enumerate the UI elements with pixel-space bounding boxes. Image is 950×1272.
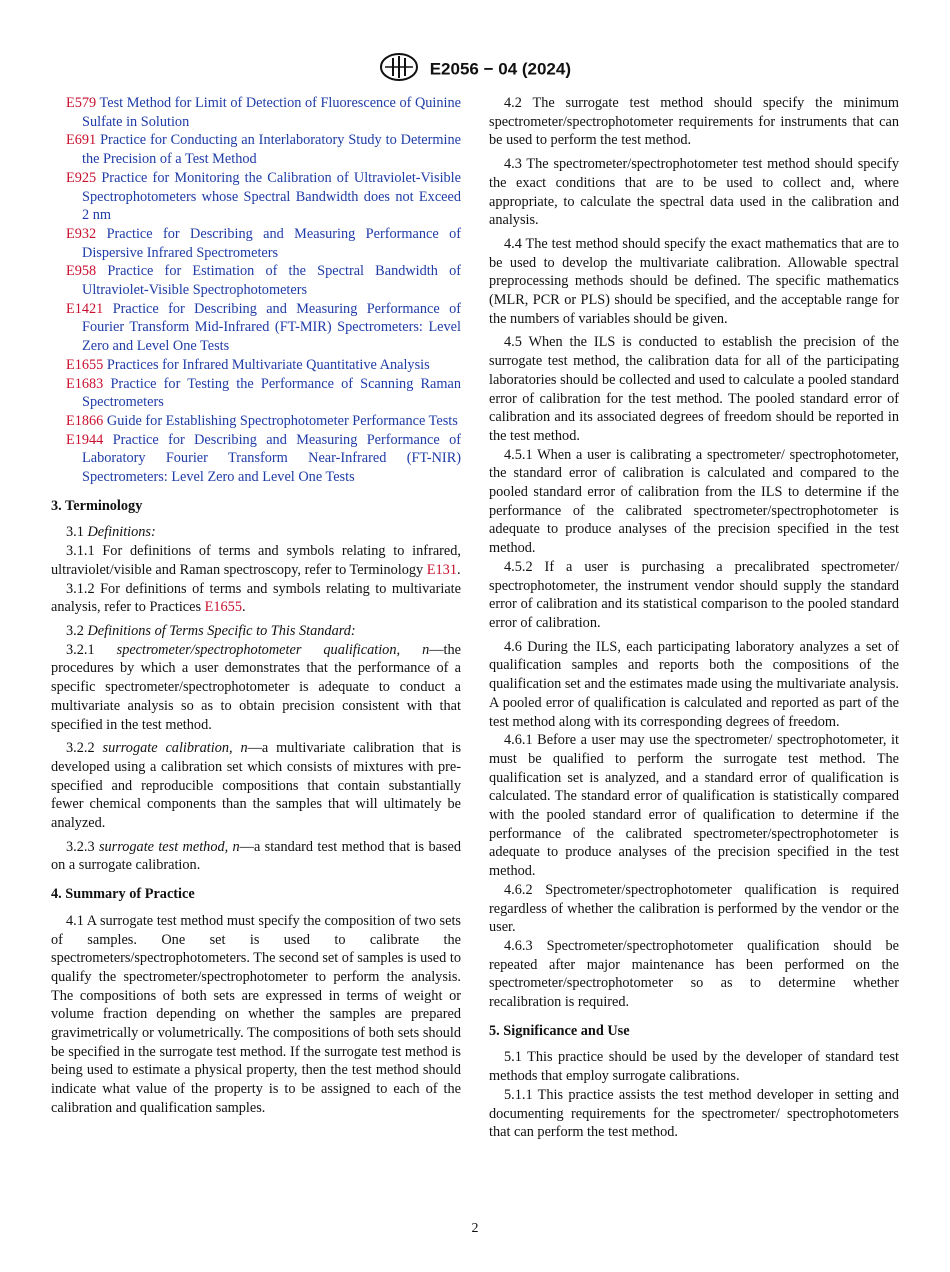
para-number: 3.2.3: [66, 838, 95, 855]
paragraph-3-2: [51, 622, 461, 641]
section-heading-significance: 5. Significance and Use: [489, 1022, 630, 1039]
para-text: .: [241, 599, 246, 616]
paragraph-5-1-1: 5.1.1 This practice assists the test method developer in setting and documenting requirements for the spectrometer/ spectrophotometers that can perform the test method.: [489, 1086, 899, 1141]
paragraph-3-1-1: [51, 542, 461, 579]
link-e131[interactable]: E131: [426, 561, 457, 578]
reference-item: [51, 300, 461, 356]
defined-term: surrogate calibration, n: [102, 740, 248, 757]
paragraph-4-1: 4.1 A surrogate test method must specify the composition of two sets of samples. One set is used to calibrate the spectrometers/spectrophotometers. The second set of samples is used to qualify the spectrometer/spectrophotometer to perform the analysis. The compositions of both sets are expressed in terms of weight or volume fraction depending on whether the samples are prepared gravimetrically or volumetrically. The compositions of both sets should be specified in the surrogate test method. If the surrogate test method is being used to estimate a physical property, then the test method should indicate what value of the property is to be assigned to each of the calibration and qualification samples.: [51, 912, 461, 1116]
reference-title[interactable]: Practice for Describing and Measuring Performance of Laboratory Fourier Transform Near-Infrared (FT-NIR) Spectrometers: Level Zero and Level One Tests: [82, 431, 461, 486]
reference-title[interactable]: Test Method for Limit of Detection of Fluorescence of Quinine Sulfate in Solution: [82, 95, 462, 130]
reference-title[interactable]: Practice for Describing and Measuring Performance of Dispersive Infrared Spectrometers: [82, 225, 462, 261]
reference-title[interactable]: Practices for Infrared Multivariate Quantitative Analysis: [106, 356, 430, 373]
astm-logo-icon: [379, 52, 419, 87]
paragraph-4-5: 4.5 When the ILS is conducted to establish the precision of the surrogate test method, the calibration data for all of the participating laboratories should be collected and used to calculate a pooled standard error of calibration for the test method. The pooled standard error of calibration and its associated degrees of freedom should be reported in the test method.: [489, 334, 899, 444]
reference-code[interactable]: E1421: [66, 300, 104, 317]
reference-item: [51, 262, 461, 299]
reference-title[interactable]: Practice for Estimation of the Spectral Bandwidth of Ultraviolet-Visible Spectrophotometers: [82, 263, 461, 299]
paragraph-4-6-2: 4.6.2 Spectrometer/spectrophotometer qualification is required regardless of whether the calibration is performed by the vendor or the user.: [489, 881, 899, 936]
page-number: 2: [471, 1221, 479, 1236]
paragraph-3-1: [51, 523, 461, 542]
reference-title[interactable]: Guide for Establishing Spectrophotometer Performance Tests: [106, 412, 458, 429]
reference-item: [51, 131, 461, 168]
paragraph-4-4: 4.4 The test method should specify the exact mathematics that are to be used to develop the multivariate calibration. Allowable spectral preprocessing methods should be defined. The specific mathematics (MLR, PCR or PLS) should be specified, and the acceptable range for the numbers of variables should be given.: [489, 235, 899, 327]
reference-title[interactable]: Practice for Describing and Measuring Performance of Fourier Transform Mid-Infrared (FT-MIR) Spectrometers: Level Zero and Level One Tests: [82, 300, 461, 355]
paragraph-5-1: 5.1 This practice should be used by the developer of standard test methods that employ surrogate calibrations.: [489, 1049, 899, 1085]
reference-code[interactable]: E1944: [66, 431, 104, 448]
reference-list: [51, 94, 461, 487]
reference-code[interactable]: E691: [66, 132, 97, 149]
reference-item: [51, 225, 461, 262]
page-header: [0, 52, 950, 87]
section-heading-summary: 4. Summary of Practice: [51, 886, 195, 903]
defined-term: surrogate test method, n: [98, 838, 240, 855]
paragraph-3-1-2: [51, 580, 461, 617]
para-number: 3.1: [66, 524, 84, 541]
reference-code[interactable]: E1655: [66, 356, 104, 373]
reference-item: [51, 94, 461, 131]
para-title: Definitions of Terms Specific to This Standard:: [87, 622, 356, 639]
paragraph-4-2: 4.2 The surrogate test method should specify the minimum spectrometer/spectrophotometer requirements for instruments that can be used to perform the test method.: [489, 95, 899, 149]
reference-item: [51, 356, 461, 375]
reference-code[interactable]: E958: [66, 263, 97, 280]
section-heading-terminology: 3. Terminology: [51, 497, 143, 514]
para-text: —a multivariate calibration that is developed using a calibration set which consists of mixtures with pre-specified and reproducible compositions that contain substantially fewer chemical components than the samples that will ultimately be analyzed.: [51, 740, 462, 832]
para-text: 3.1.1 For definitions of terms and symbols relating to infrared, ultraviolet/visible and Raman spectroscopy, refer to Terminology: [51, 543, 461, 578]
paragraph-3-2-2: [51, 739, 461, 833]
reference-item: [51, 375, 461, 412]
reference-title[interactable]: Practice for Conducting an Interlaboratory Study to Determine the Precision of a Test Method: [82, 132, 461, 168]
reference-title[interactable]: Practice for Testing the Performance of Scanning Raman Spectrometers: [82, 375, 461, 411]
reference-code[interactable]: E1683: [66, 375, 104, 392]
para-text: —the procedures by which a user demonstrates that the performance of a specific spectrometer/spectrophotometer is adequate to conduct a multivariate analysis so as to obtain precision consistent with that specified in the test method.: [51, 641, 461, 733]
para-number: 3.2.2: [66, 740, 95, 757]
para-number: 3.2.1: [66, 641, 95, 658]
right-column: [489, 94, 899, 1142]
reference-item: [51, 169, 461, 225]
para-text: .: [456, 561, 461, 578]
defined-term: spectrometer/spectrophotometer qualification, n: [116, 641, 430, 658]
para-number: 3.2: [66, 622, 84, 639]
left-column: [51, 94, 461, 1118]
paragraph-4-6-1: 4.6.1 Before a user may use the spectrometer/ spectrophotometer, it must be qualified to perform the surrogate test method. The qualification set is analyzed, and a standard error of qualification is calculated. The standard error of qualification is statistically compared with the pooled standard error of qualification to determine if the performance of the calibrated spectrometer/spectrophotometer is adequate to produce analyses of the precision specified in the test method.: [489, 732, 899, 880]
paragraph-4-3: 4.3 The spectrometer/spectrophotometer test method should specify the exact conditions that are to be used to collect and, where appropriate, to calculate the spectral data used in the calibration and analysis.: [489, 156, 899, 229]
para-text: 3.1.2 For definitions of terms and symbols relating to multivariate analysis, refer to Practices: [51, 580, 461, 616]
reference-item: [51, 431, 461, 487]
paragraph-3-2-1: [51, 641, 461, 735]
reference-code[interactable]: E925: [66, 169, 97, 186]
reference-title[interactable]: Practice for Monitoring the Calibration of Ultraviolet-Visible Spectrophotometers whose Spectral Bandwidth does not Exceed 2 nm: [82, 169, 462, 224]
reference-code[interactable]: E579: [66, 95, 97, 111]
para-title: Definitions:: [87, 524, 156, 541]
reference-code[interactable]: E1866: [66, 412, 104, 429]
paragraph-4-5-2: 4.5.2 If a user is purchasing a precalibrated spectrometer/ spectrophotometer, the instrument vendor should supply the standard error of calibration and its statistical comparison to the pooled standard error of calibration.: [489, 558, 899, 631]
paragraph-3-2-3: [51, 838, 461, 875]
standard-designation: E2056 − 04 (2024): [429, 59, 572, 79]
link-e1655[interactable]: E1655: [204, 599, 242, 616]
paragraph-4-5-1: 4.5.1 When a user is calibrating a spectrometer/ spectrophotometer, the standard error of calibration is calculated and compared to the pooled standard error of calibration from the ILS to determine if the performance of the calibrated spectrometer/spectrophotometer is adequate to produce analyses of the precision specified in the test method.: [489, 446, 899, 557]
paragraph-4-6: 4.6 During the ILS, each participating laboratory analyzes a set of qualification samples and reports both the compositions of the qualification set and the estimates made using the multivariate analysis. A pooled error of qualification is calculated and reported as part of the test method along with its corresponding degrees of freedom.: [489, 638, 899, 730]
para-text: —a standard test method that is based on a surrogate calibration.: [51, 838, 461, 874]
reference-code[interactable]: E932: [66, 225, 97, 242]
paragraph-4-6-3: 4.6.3 Spectrometer/spectrophotometer qualification should be repeated after major maintenance has been performed on the spectrometer/spectrophotometer so as to determine whether recalibration is required.: [489, 937, 899, 1011]
reference-item: [51, 412, 461, 431]
